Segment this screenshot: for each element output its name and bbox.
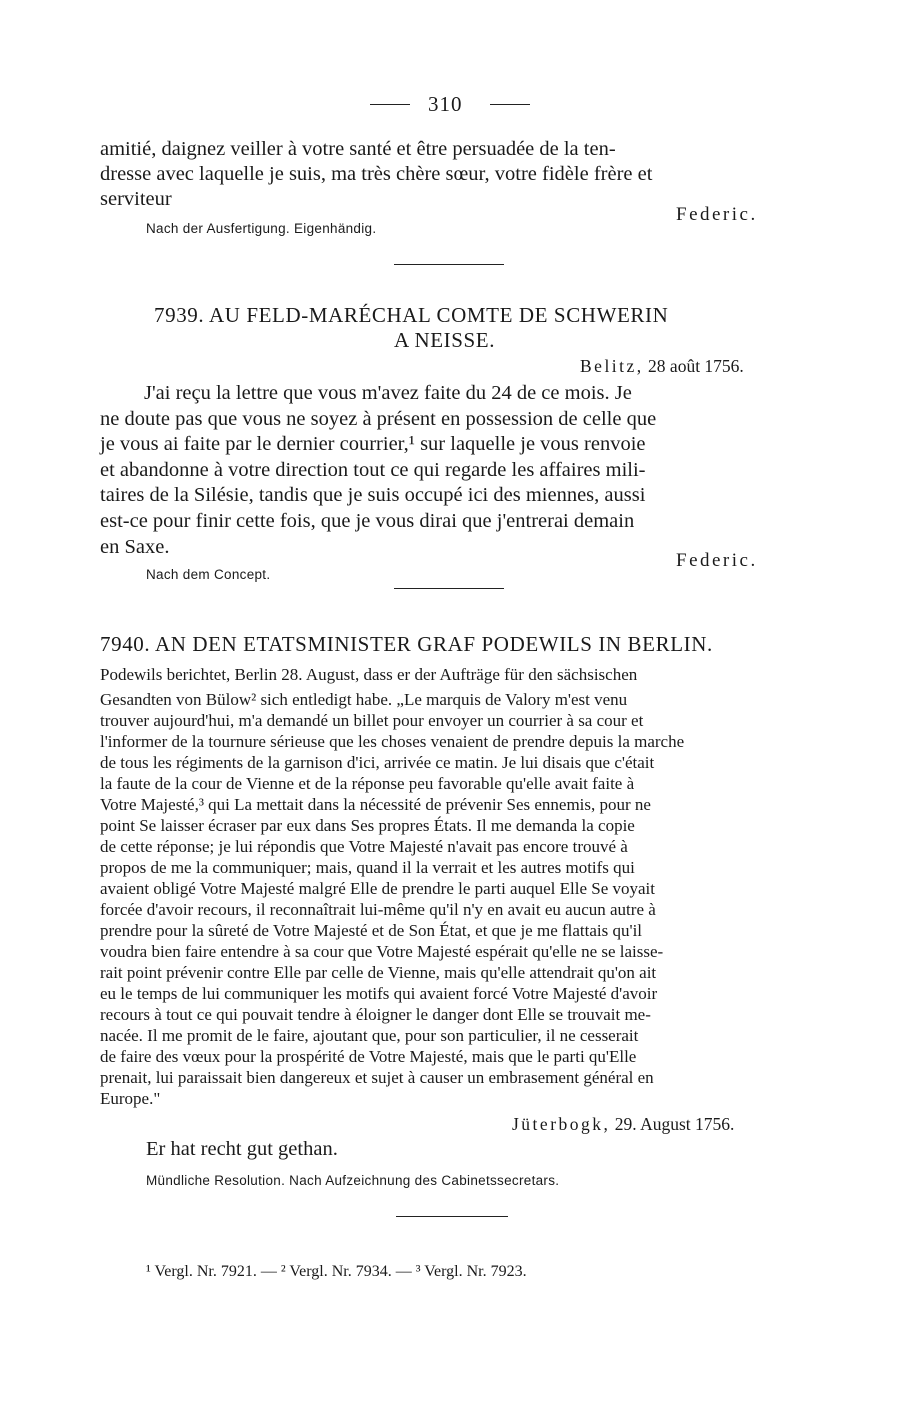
section-divider [394,588,504,589]
text-line: et abandonne à votre direction tout ce qui regarde les affaires mili- [100,459,646,481]
text-line: je vous ai faite par le dernier courrier,¹ sur laquelle je vous renvoie [100,433,646,455]
text-line: eu le temps de lui communiquer les motifs qui avaient forcé Votre Majesté d'avoir [100,984,658,1003]
text-line: ne doute pas que vous ne soyez à présent en possession de celle que [100,408,657,430]
source-note: Mündliche Resolution. Nach Aufzeichnung des Cabinetssecretars. [146,1173,560,1188]
signature: Federic. [676,204,758,225]
text-line: J'ai reçu la lettre que vous m'avez faite du 24 de ce mois. Je [144,382,632,404]
footnote-divider [396,1216,508,1217]
text-line: voudra bien faire entendre à sa cour que Votre Majesté espérait qu'elle ne se laisse- [100,942,664,961]
page-number: 310 [428,92,463,116]
source-note: Nach der Ausfertigung. Eigenhändig. [146,221,377,236]
letter-date [512,1114,734,1135]
text-line: Gesandten von Bülow² sich entledigt habe. „Le marquis de Valory m'est venu [100,690,628,709]
resolution-text: Er hat recht gut gethan. [146,1138,338,1160]
text-line: la faute de la cour de Vienne et de la réponse peu favorable qu'elle avait faite à [100,774,635,793]
text-line: propos de me la communiquer; mais, quand il la verrait et les autres motifs qui [100,858,635,877]
text-line: Votre Majesté,³ qui La mettait dans la nécessité de prévenir Ses ennemis, pour ne [100,795,651,814]
letter-heading: 7940. AN DEN ETATSMINISTER GRAF PODEWILS IN BERLIN. [100,632,713,656]
text-line: de faire des vœux pour la prospérité de Votre Majesté, mais que le parti qu'Elle [100,1047,637,1066]
text-line: trouver aujourd'hui, m'a demandé un billet pour envoyer un courrier à sa cour et [100,711,644,730]
text-line: nacée. Il me promit de le faire, ajoutant que, pour son particulier, il ne cesserait [100,1026,639,1045]
signature: Federic. [676,550,758,571]
text-line: prenait, lui paraissait bien dangereux et sujet à causer un embrasement général en [100,1068,654,1087]
section-divider [394,264,504,265]
date-rest: 28 août 1756. [643,356,744,376]
text-line: prendre pour la sûreté de Votre Majesté et de Son État, et que je me flattais qu'il [100,921,643,940]
letter-heading: 7939. AU FELD-MARÉCHAL COMTE DE SCHWERIN [154,303,669,327]
date-rest: 29. August 1756. [610,1114,735,1134]
text-line: point Se laisser écraser par eux dans Ses propres États. Il me demanda la copie [100,816,635,835]
text-line: avaient obligé Votre Majesté malgré Elle de prendre le parti auquel Elle Se voyait [100,879,655,898]
page-number-dash-left [370,104,410,105]
text-line: de cette réponse; je lui répondis que Votre Majesté n'avait pas encore trouvé à [100,837,628,856]
page-number-dash-right [490,104,530,105]
footnotes: ¹ Vergl. Nr. 7921. — ² Vergl. Nr. 7934. — ³ Vergl. Nr. 7923. [146,1263,527,1280]
text-line: serviteur [100,188,172,210]
text-line: Europe." [100,1089,161,1108]
letter-heading-line2: A NEISSE. [394,328,496,352]
text-line: rait point prévenir contre Elle par celle de Vienne, mais qu'elle attendrait qu'on ait [100,963,657,982]
page-number-row [370,92,530,116]
letter-date [580,356,744,377]
date-place: Jüterbogk, [512,1114,611,1134]
source-note: Nach dem Concept. [146,567,271,582]
text-line: dresse avec laquelle je suis, ma très chère sœur, votre fidèle frère et [100,163,653,185]
text-line: forcée d'avoir recours, il reconnaîtrait lui-même qu'il n'y en avait eu aucun autre à [100,900,656,919]
text-line: l'informer de la tournure sérieuse que les choses venaient de prendre depuis la marche [100,732,685,751]
text-line: en Saxe. [100,536,170,558]
text-line: Podewils berichtet, Berlin 28. August, dass er der Aufträge für den sächsischen [100,665,638,684]
text-line: est-ce pour finir cette fois, que je vous dirai que j'entrerai demain [100,510,635,532]
text-line: amitié, daignez veiller à votre santé et être persuadée de la ten- [100,138,616,160]
text-line: de tous les régiments de la garnison d'ici, arrivée ce matin. Je lui disais que c'était [100,753,655,772]
text-line: recours à tout ce qui pouvait tendre à éloigner le danger dont Elle se trouvait me- [100,1005,651,1024]
date-place: Belitz, [580,356,644,376]
text-line: taires de la Silésie, tandis que je suis occupé ici des miennes, aussi [100,484,646,506]
